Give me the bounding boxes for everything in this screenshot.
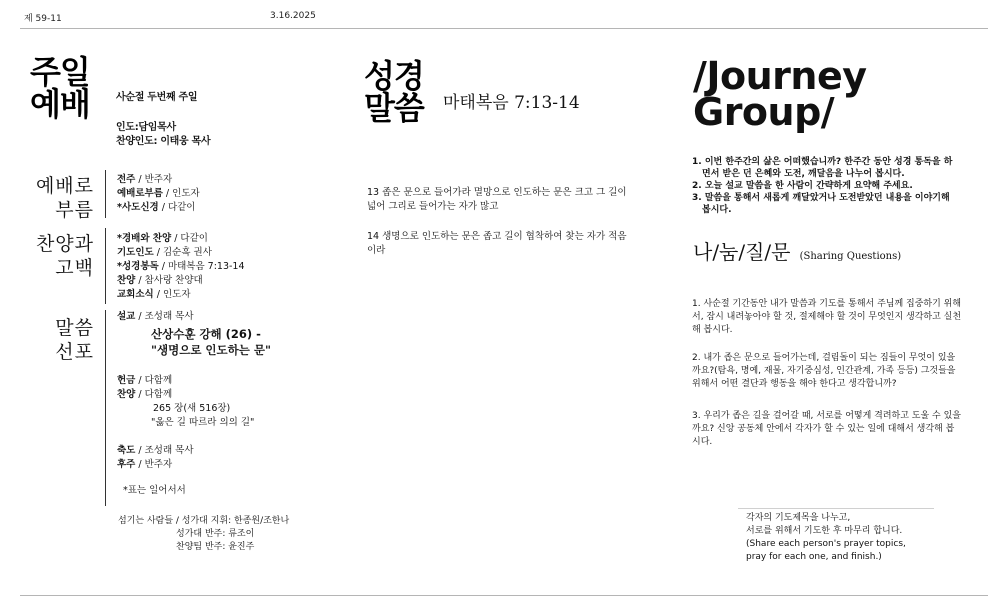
section-heading-praise-and-confession (22, 232, 94, 280)
sharing-title: 나/눔/질/문 (693, 240, 791, 264)
order-item-value: 인도자 (172, 188, 200, 199)
order-item: 헌금 / 다함께 (117, 375, 173, 386)
journey-question: 1. 이번 한주간의 삶은 어떠했습니까? 한주간 동안 성경 통독을 하면서 받은 던 은혜와 도전, 깨달음을 나누어 봅시다. (692, 157, 953, 179)
sharing-question-2: 2. 내가 좁은 문으로 들어가는데, 걸림돌이 되는 짐들이 무엇이 있을까요?(탐욕, 명예, 재물, 자기중심성, 인간관계, 가족 등등) 그것들을 위해서 어떤 결단과 행동을 해야 한다고 생각합니까? (692, 353, 956, 389)
sharing-heading (693, 236, 901, 265)
hymn-number: 265 장(새 516장) (153, 403, 231, 414)
order-item-label: 설교 (117, 311, 136, 322)
order-item: 기도인도 / 김순흑 권사 (117, 247, 212, 258)
order-item: 찬양 / 다함께 (117, 389, 173, 400)
order-item-label: 전주 (117, 174, 136, 185)
order-item-value: 다함께 (144, 375, 173, 386)
section-heading-line: 찬양과 (35, 233, 94, 255)
scripture-reference: 마태복음 7:13-14 (443, 93, 580, 113)
servers-line: 찬양팀 반주: 윤진주 (176, 542, 255, 552)
order-item-value: 인도자 (162, 289, 191, 300)
order-item-label: 기도인도 (117, 247, 154, 258)
standing-note: *표는 일어서서 (123, 485, 186, 496)
order-item-value: 조성래 목사 (144, 311, 194, 322)
order-item-value: 김순흑 권사 (162, 247, 212, 258)
offering-block (117, 374, 317, 430)
order-item-label: 축도 (117, 445, 136, 456)
closing-note (746, 512, 946, 564)
section-heading-line: 부름 (55, 199, 94, 221)
journey-title-line1: /Journey (693, 54, 867, 98)
order-item-value: 반주자 (144, 174, 173, 185)
order-item-value: 다같이 (180, 233, 208, 244)
order-item: 전주 / 반주자 (117, 174, 173, 185)
journey-question: 2. 오늘 설교 말씀을 한 사람이 간략하게 요약해 주세요. (692, 181, 913, 191)
section-heading-sermon (22, 316, 94, 364)
scripture-title-line2: 말씀 (364, 89, 424, 127)
praise-list (117, 232, 245, 302)
closing-line: 서로를 위해서 기도한 후 마무리 합니다. (746, 526, 903, 536)
sharing-question-3: 3. 우리가 좁은 길을 걸어갈 때, 서로를 어떻게 격려하고 도울 수 있을까요? 신앙 공동체 안에서 각자가 할 수 있는 일에 대해서 생각해 봅시다. (692, 411, 961, 447)
worship-leader: 인도:담임목사 (116, 122, 176, 133)
order-item: 후주 / 반주자 (117, 459, 173, 470)
order-item-value: 참사랑 찬양대 (144, 275, 203, 286)
journey-group-title (693, 54, 867, 134)
section-heading-line: 말씀 (55, 317, 94, 339)
call-to-worship-list (117, 173, 200, 215)
order-item-label: 예배로부름 (117, 188, 163, 199)
top-rule (20, 28, 988, 29)
verse-14: 14 생명으로 인도하는 문은 좁고 길이 협착하여 찾는 자가 적음이라 (367, 231, 627, 256)
sermon-title-line: 산상수훈 강해 (26) - (151, 327, 261, 341)
servers-line: 성가대 반주: 류조이 (176, 529, 255, 539)
closing-line: 각자의 기도제목을 나누고, (746, 513, 851, 523)
order-item-label: 헌금 (117, 375, 136, 386)
closing-line: (Share each person's prayer topics, (746, 539, 906, 549)
sermon-title-line2: "생명으로 인도하는 문" (151, 343, 271, 357)
scripture-title (364, 57, 424, 127)
praise-leader: 찬양인도: 이태웅 목사 (116, 136, 211, 147)
bulletin-date: 3.16.2025 (270, 11, 316, 21)
order-item-value: 조성래 목사 (144, 445, 194, 456)
order-item-label: 찬양 (117, 275, 136, 286)
worship-subtitle: 사순절 두번째 주일 (116, 92, 198, 103)
order-item: *성경봉독 / 마태복음 7:13-14 (117, 261, 245, 272)
bottom-rule (20, 595, 988, 596)
sermon-block (117, 310, 317, 498)
order-item: 예배로부름 / 인도자 (117, 188, 200, 199)
journey-title-line2: Group/ (693, 90, 835, 134)
order-item: *경배와 찬양 / 다같이 (117, 233, 208, 244)
journey-questions (692, 156, 960, 216)
section-divider-line (105, 310, 106, 506)
journey-question: 3. 말씀을 통해서 새롭게 깨달았거나 도전받았던 내용을 이야기해 봅시다. (692, 193, 950, 215)
section-divider-line (105, 228, 106, 304)
hymn-title: "옳은 길 따르라 의의 길" (151, 417, 255, 428)
order-item-label: 찬양 (117, 389, 136, 400)
section-heading-line: 예배로 (35, 175, 94, 197)
worship-title-line1: 주일 (30, 53, 90, 91)
order-item: 축도 / 조성래 목사 (117, 445, 194, 456)
order-item-value: 다같이 (167, 202, 196, 213)
order-item-label: *사도신경 (117, 202, 159, 213)
sharing-question-1: 1. 사순절 기간동안 내가 말씀과 기도를 통해서 주님께 집중하기 위해서, 잠시 내려놓아야 할 것, 절제해야 할 것이 무엇인지 생각하고 실천해 봅시다. (692, 299, 962, 335)
section-divider-line (105, 170, 106, 218)
scripture-title-line1: 성경 (364, 57, 424, 95)
issue-number: 제 59-11 (24, 14, 62, 24)
order-item-label: 교회소식 (117, 289, 154, 300)
verse-13: 13 좁은 문으로 들어가라 멸망으로 인도하는 문은 크고 그 길이 넓어 그리로 들어가는 자가 많고 (367, 187, 627, 212)
worship-title-line2: 예배 (30, 85, 90, 123)
order-item: *사도신경 / 다같이 (117, 202, 196, 213)
servers-line: 섬기는 사람들 / 성가대 지휘: 한종원/조한나 (118, 516, 290, 526)
order-item-label: 후주 (117, 459, 136, 470)
closing-divider (738, 508, 934, 509)
order-item-value: 다함께 (144, 389, 173, 400)
worship-title (30, 53, 90, 123)
section-heading-call-to-worship (22, 174, 94, 222)
closing-block (117, 444, 317, 472)
order-item: 설교 / 조성래 목사 (117, 311, 194, 322)
order-item-value: 마태복음 7:13-14 (167, 261, 245, 272)
order-item-value: 반주자 (144, 459, 173, 470)
order-item-label: *경배와 찬양 (117, 233, 172, 244)
order-item: 찬양 / 참사랑 찬양대 (117, 275, 203, 286)
section-heading-line: 선포 (55, 341, 94, 363)
order-item: 교회소식 / 인도자 (117, 289, 191, 300)
sermon-title (117, 326, 317, 342)
closing-line: pray for each one, and finish.) (746, 552, 882, 562)
order-item-label: *성경봉독 (117, 261, 159, 272)
section-heading-line: 고백 (55, 257, 94, 279)
servers-block (118, 515, 318, 554)
sharing-subtitle: (Sharing Questions) (799, 251, 902, 262)
